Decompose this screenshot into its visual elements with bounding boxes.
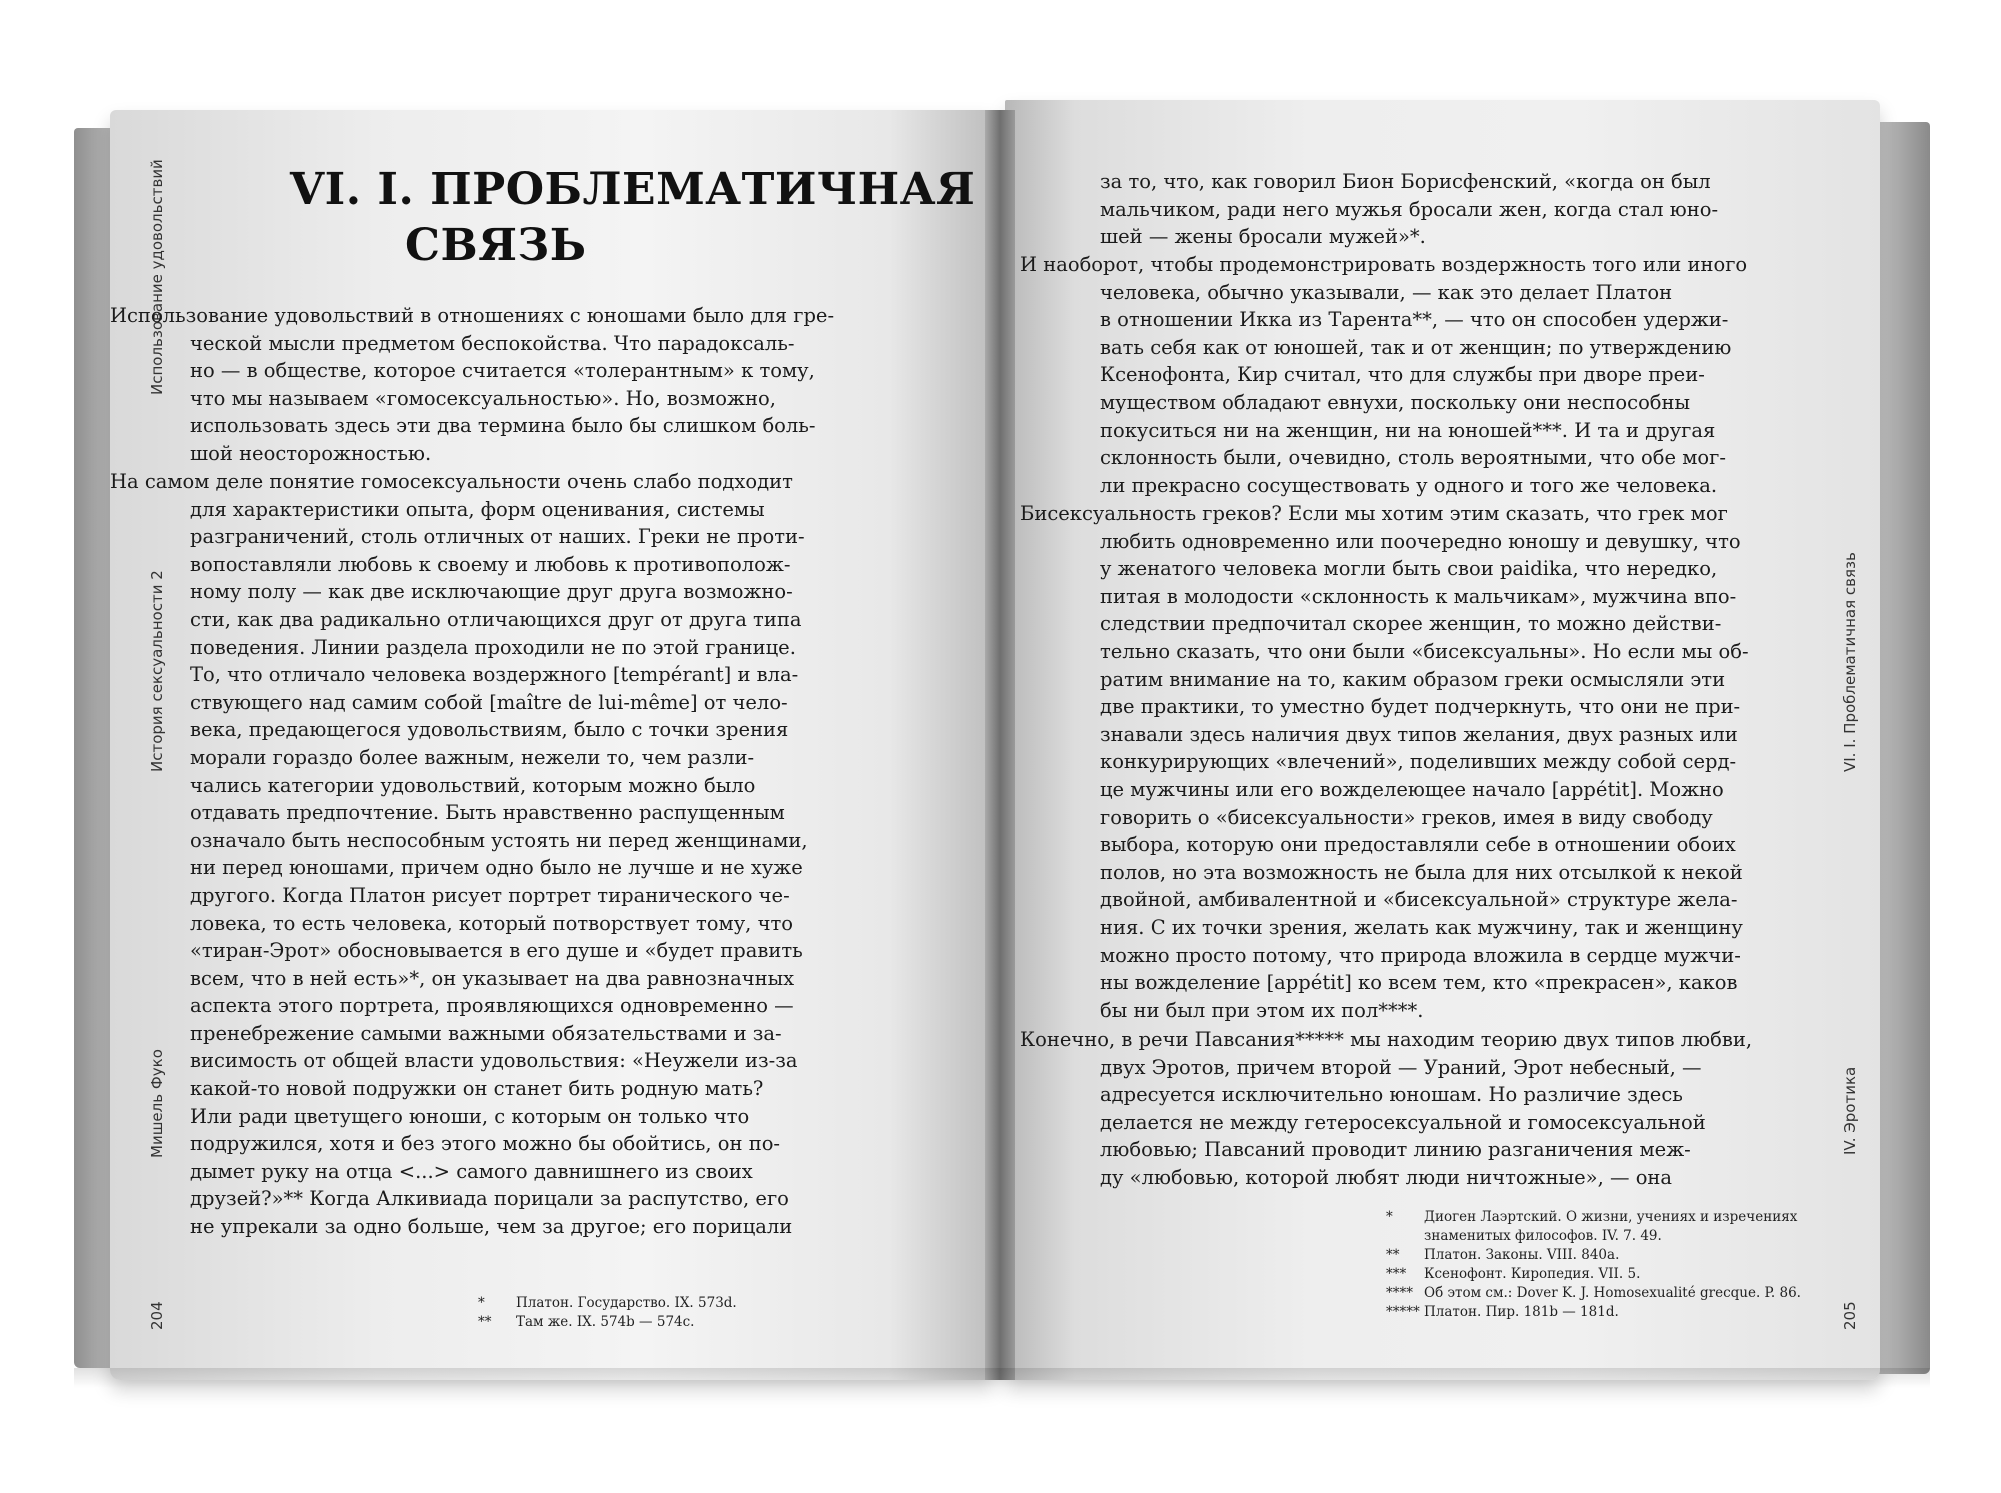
- text-line: не упрекали за одно больше, чем за другое; его порицали: [190, 1215, 793, 1239]
- footnote-text: Ксенофонт. Киропедия. VII. 5.: [1424, 1266, 1641, 1282]
- text-line: склонность были, очевидно, столь вероятными, что обе мог-: [1100, 446, 1726, 470]
- footnote-mark: *****: [1386, 1304, 1420, 1320]
- right-footnotes: [1386, 1208, 1806, 1322]
- footnote-text: Платон. Пир. 181b — 181d.: [1424, 1304, 1619, 1320]
- text-line: за то, что, как говорил Бион Борисфенский, «когда он был: [1100, 170, 1711, 193]
- text-line: означало быть неспособным устоять ни перед женщинами,: [190, 828, 808, 852]
- text-line: морали гораздо более важным, нежели то, чем разли-: [190, 745, 755, 769]
- text-line: муществом обладают евнухи, поскольку они неспособны: [1100, 390, 1691, 414]
- text-line: «тиран-Эрот» обосновывается в его душе и «будет править: [190, 939, 803, 963]
- page-number-left: 204: [148, 1301, 166, 1330]
- footnote: [478, 1294, 878, 1313]
- text-line: ному полу — как две исключающие друг друга возможно-: [190, 580, 793, 604]
- running-head-section: VI. I. Проблематичная связь: [1841, 552, 1859, 772]
- footnote-mark: ****: [1386, 1285, 1413, 1301]
- text-line: И наоборот, чтобы продемонстрировать воздержность того или иного: [1020, 253, 1748, 276]
- text-line: говорить о «бисексуальности» греков, имея в виду свободу: [1100, 805, 1713, 829]
- text-line: поведения. Линии раздела проходили не по этой границе.: [190, 635, 796, 659]
- running-head-chapter: IV. Эротика: [1841, 1066, 1859, 1155]
- text-line: но — в обществе, которое считается «толерантным» к тому,: [190, 359, 815, 383]
- text-line: двух Эротов, причем второй — Ураний, Эрот небесный, —: [1100, 1055, 1702, 1079]
- text-line: дымет руку на отца <...> самого давнишнего из своих: [190, 1159, 753, 1183]
- footnote-text: Об этом см.: Dover K. J. Homosexualité grecque. P. 86.: [1424, 1285, 1801, 1301]
- text-line: века, предающегося удовольствиям, было с точки зрения: [190, 718, 789, 742]
- text-line: пренебрежение самыми важными обязательствами и за-: [190, 1021, 782, 1045]
- text-line: выбора, которую они предоставляли себе в отношении обоих: [1100, 833, 1736, 857]
- text-line: разграничений, столь отличных от наших. Греки не проти-: [190, 525, 805, 549]
- text-line: На самом деле понятие гомосексуальности очень слабо подходит: [110, 470, 793, 493]
- running-head-series: История сексуальности 2: [148, 570, 166, 772]
- chapter-title-line1: VI. I. ПРОБЛЕМАТИЧНАЯ: [290, 164, 976, 215]
- footnote: [1386, 1246, 1806, 1265]
- text-line: знавали здесь наличия двух типов желания, двух разных или: [1100, 722, 1738, 746]
- footnote-mark: **: [478, 1314, 492, 1330]
- book-gutter: [985, 110, 1015, 1380]
- footnote-mark: ***: [1386, 1266, 1407, 1282]
- text-line: То, что отличало человека воздержного [tempérant] и вла-: [190, 663, 799, 687]
- text-line: ни перед юношами, причем одно было не лучше и не хуже: [190, 856, 803, 880]
- text-line: бы ни был при этом их пол****.: [1100, 998, 1424, 1022]
- text-line: использовать здесь эти два термина было бы слишком боль-: [190, 414, 816, 438]
- text-line: человека, обычно указывали, — как это делает Платон: [1100, 280, 1673, 304]
- footnote-text: Платон. Государство. IX. 573d.: [516, 1295, 737, 1311]
- text-line: полов, но эта возможность не была для них отсылкой к некой: [1100, 860, 1743, 884]
- right-paragraph-2: [1020, 500, 1840, 1024]
- text-line: ратим внимание на то, каким образом греки осмысляли эти: [1100, 667, 1726, 691]
- text-line: тельно сказать, что они были «бисексуальны». Но если мы об-: [1100, 639, 1749, 663]
- text-line: какой-то новой подружки он станет бить родную мать?: [190, 1077, 764, 1101]
- text-line: у женатого человека могли быть свои paidika, что нередко,: [1100, 557, 1718, 581]
- text-line: друзей?»** Когда Алкивиада порицали за распутство, его: [190, 1187, 789, 1211]
- text-line: Использование удовольствий в отношениях с юношами было для гре-: [110, 304, 835, 327]
- footnote: [1386, 1284, 1806, 1303]
- footnote-text: Там же. IX. 574b — 574c.: [516, 1314, 695, 1330]
- footnote: [1386, 1303, 1806, 1322]
- text-line: ствующего над самим собой [maître de lui-même] от чело-: [190, 690, 788, 714]
- footnote-text: Платон. Законы. VIII. 840a.: [1424, 1247, 1620, 1263]
- text-line: покуситься ни на женщин, ни на юношей***. И та и другая: [1100, 418, 1716, 442]
- bottom-shadow: [74, 1368, 1930, 1388]
- text-line: что мы называем «гомосексуальностью». Но, возможно,: [190, 386, 776, 410]
- text-line: сти, как два радикально отличающихся друг от друга типа: [190, 607, 802, 631]
- text-line: шой неосторожностью.: [190, 441, 432, 465]
- text-line: адресуется исключительно юношам. Но различие здесь: [1100, 1083, 1683, 1107]
- text-line: подружился, хотя и без этого можно бы обойтись, он по-: [190, 1132, 781, 1156]
- text-line: делается не между гетеросексуальной и гомосексуальной: [1100, 1110, 1706, 1134]
- text-line: ны вожделение [appétit] ко всем тем, кто «прекрасен», каков: [1100, 971, 1738, 995]
- chapter-title: [290, 162, 975, 274]
- text-line: ческой мысли предметом беспокойства. Что парадоксаль-: [190, 331, 795, 355]
- left-footnotes: [478, 1294, 878, 1332]
- text-line: ния. С их точки зрения, желать как мужчину, так и женщину: [1100, 915, 1743, 939]
- footnote-mark: *: [478, 1295, 485, 1311]
- text-line: це мужчины или его вожделеющее начало [appétit]. Можно: [1100, 777, 1724, 801]
- text-line: ловека, то есть человека, который потворствует тому, что: [190, 911, 793, 935]
- text-line: любить одновременно или поочередно юношу и девушку, что: [1100, 529, 1741, 553]
- text-line: аспекта этого портрета, проявляющихся одновременно —: [190, 994, 794, 1018]
- footnote: [1386, 1208, 1806, 1246]
- running-head-author: Мишель Фуко: [148, 1049, 166, 1158]
- text-line: чались категории удовольствий, которым можно было: [190, 773, 756, 797]
- footnote: [1386, 1265, 1806, 1284]
- page-number-right: 205: [1841, 1301, 1859, 1330]
- text-line: питая в молодости «склонность к мальчикам», мужчина впо-: [1100, 584, 1737, 608]
- text-line: Конечно, в речи Павсания***** мы находим теорию двух типов любви,: [1020, 1028, 1753, 1051]
- text-line: для характеристики опыта, форм оценивания, системы: [190, 497, 765, 521]
- running-head-book: Использование удовольствий: [148, 159, 166, 395]
- text-line: Бисексуальность греков? Если мы хотим этим сказать, что грек мог: [1020, 502, 1728, 525]
- left-paragraph-1: [110, 302, 930, 468]
- text-line: в отношении Икка из Тарента**, — что он способен удержи-: [1100, 308, 1729, 332]
- right-paragraph-3: [1020, 1026, 1840, 1192]
- text-line: двойной, амбивалентной и «бисексуальной» структуре жела-: [1100, 888, 1738, 912]
- text-line: мальчиком, ради него мужья бросали жен, когда стал юно-: [1100, 197, 1719, 221]
- text-line: ду «любовью, которой любят люди ничтожные», — она: [1100, 1165, 1673, 1189]
- right-paragraph-0: [1100, 168, 1840, 251]
- text-line: Или ради цветущего юноши, с которым он только что: [190, 1104, 750, 1128]
- text-line: вать себя как от юношей, так и от женщин; по утверждению: [1100, 335, 1732, 359]
- text-line: всем, что в ней есть»*, он указывает на два равнозначных: [190, 966, 795, 990]
- text-line: шей — жены бросали мужей»*.: [1100, 225, 1426, 249]
- text-line: Ксенофонта, Кир считал, что для службы при дворе преи-: [1100, 363, 1705, 387]
- footnote-mark: *: [1386, 1209, 1393, 1225]
- text-line: две практики, то уместно будет подчеркнуть, что они не при-: [1100, 695, 1741, 719]
- text-line: следствии предпочитал скорее женщин, то можно действи-: [1100, 612, 1722, 636]
- footnote: [478, 1313, 878, 1332]
- text-line: висимость от общей власти удовольствия: «Неужели из-за: [190, 1049, 798, 1073]
- right-paragraph-1: [1020, 251, 1840, 499]
- text-line: вопоставляли любовь к своему и любовь к противополож-: [190, 552, 791, 576]
- text-line: отдавать предпочтение. Быть нравственно распущенным: [190, 801, 785, 825]
- footnote-mark: **: [1386, 1247, 1400, 1263]
- text-line: другого. Когда Платон рисует портрет тиранического че-: [190, 883, 790, 907]
- text-line: ли прекрасно сосуществовать у одного и того же человека.: [1100, 473, 1718, 497]
- text-line: конкурирующих «влечений», поделивших между собой серд-: [1100, 750, 1737, 774]
- footnote-text: Диоген Лаэртский. О жизни, учениях и изречениях знаменитых философов. IV. 7. 49.: [1424, 1209, 1798, 1244]
- text-line: можно просто потому, что природа вложила в сердце мужчи-: [1100, 943, 1741, 967]
- chapter-title-line2: СВЯЗЬ: [405, 220, 587, 271]
- text-line: любовью; Павсаний проводит линию разганичения меж-: [1100, 1138, 1691, 1162]
